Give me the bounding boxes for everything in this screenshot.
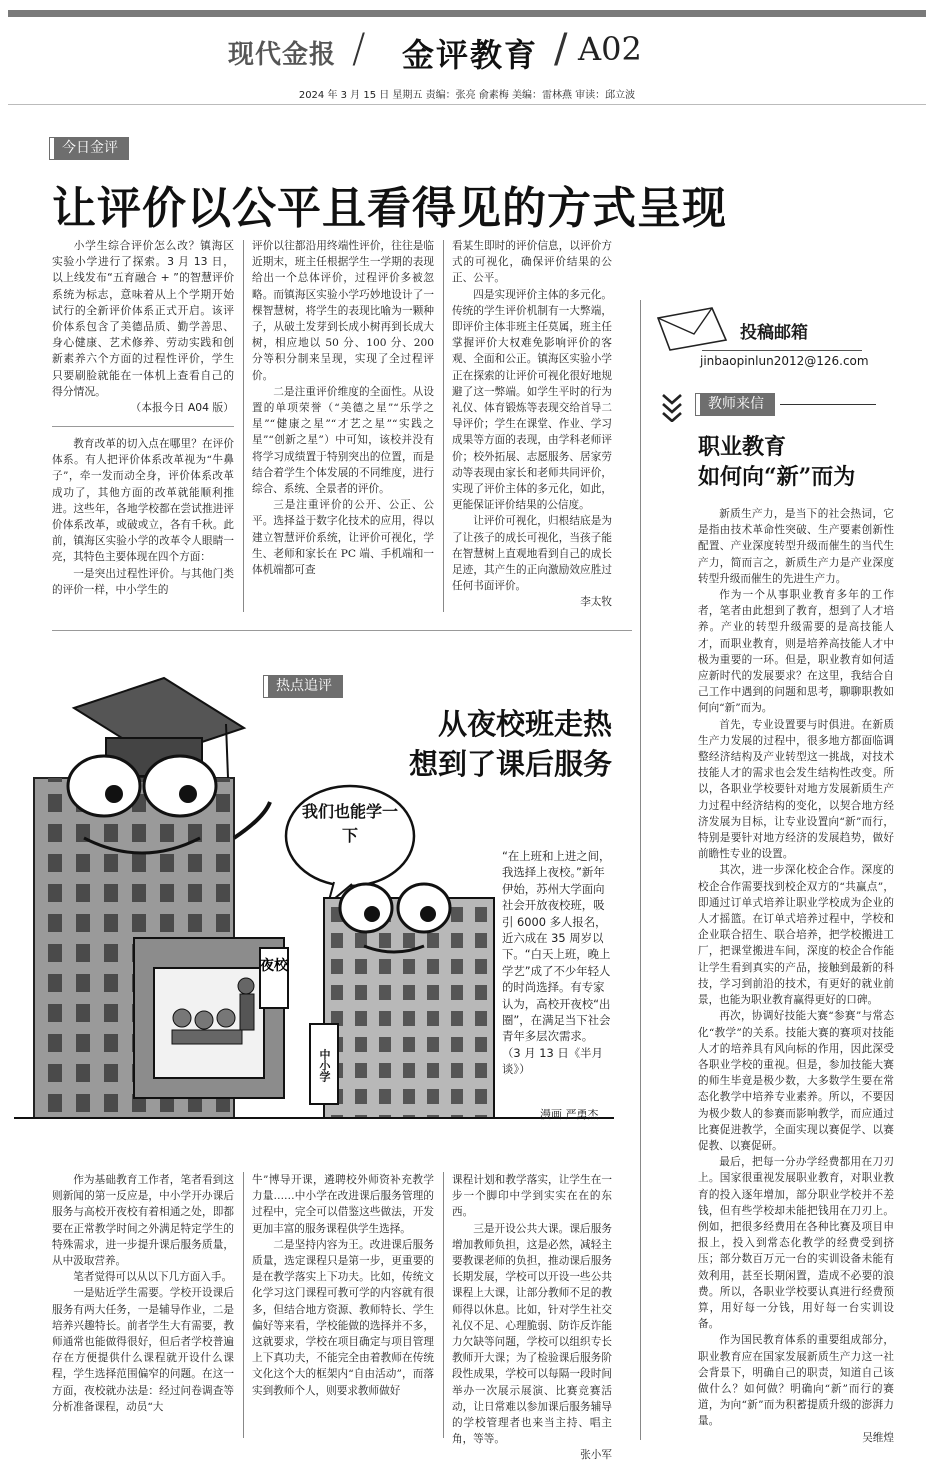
article2-body: [698, 506, 894, 1446]
column-rule: [243, 240, 244, 612]
paragraph: 课程计划和教学落实，让学生在一步一个脚印中学到实实在在的东西。: [452, 1174, 612, 1219]
paragraph: 二是注重评价维度的全面性。从设置的单项荣誉（“美德之星”“乐学之星”“健康之星”“才艺之星”“实践之星”“创新之星”）中可知，该校并没有将学习成绩置于特别突出的位置，而是结合着学生个体发展的不同维度，进行综合、系统、全景者的评价。: [252, 385, 434, 496]
paragraph: 作为国民教育体系的重要组成部分，职业教育应在国家发展新质生产力这一社会背景下，明确自己的职责，知道自己该做什么？如何做？明确向“新”而行的赛道，为向“新”而为积蓄提质升级的澎湃力量。: [698, 1334, 894, 1428]
paragraph: 一是突出过程性评价。与其他门类的评价一样，中小学生的: [52, 567, 234, 596]
divider: [52, 426, 234, 427]
slash-divider: /: [352, 26, 366, 72]
paragraph: 教育改革的切入点在哪里？在评价体系。有人把评价体系改革视为“牛鼻子”，牵一发而动全身，评价体系改革成功了，其他方面的改革就能顺利推进。这些年，各地学校都在尝试推进评价体系改革，或破或立，各有千秋。此前，镇海区实验小学的改革令人眼睛一亮，其特色主要体现在四个方面：: [52, 438, 234, 564]
cartoon-credit: 漫画 严勇杰: [540, 1108, 599, 1121]
column-tag-teacher: 教师来信: [696, 394, 774, 415]
author: 吴维煌: [862, 1431, 894, 1444]
paragraph: 评价以往都沿用终端性评价，往往是临近期末，班主任根据学生一学期的表现给出一个总体评价，过程评价多被忽略。而镇海区实验小学巧妙地设计了一棵智慧树，将学生的表现比喻为一颗种子，从破土发芽到长成小树再到长成大树，相应地以 50 分、100 分、200 分等积分制来呈现，实现了全过程评价。: [252, 240, 434, 382]
article3-col2: [252, 1172, 434, 1399]
headline-line: 想到了课后服务: [408, 747, 612, 781]
headline-line: 职业教育: [698, 434, 787, 460]
column-tag-hot: 热点追评: [264, 676, 342, 697]
column-rule: [443, 1172, 444, 1438]
paragraph: 二是坚持内容为王。改进课后服务质量，选定课程只是第一步，更重要的是在教学落实上下功夫。比如，传统文化学习这门课程可教可学的内容就有很多，但结合地方资源、教师特长、学生偏好等来看，学校能做的选择并不多，这就要求，学校在项目确定与项目管理上下真功夫，不能完全由着教师在传统文化这个大的框架内“自由活动”，而落实到教师个人，则要求教师做好: [252, 1238, 434, 1397]
cartoon-speech: 我们也能学一下: [301, 802, 398, 845]
author: 张小军: [580, 1449, 612, 1462]
mailbox: [654, 306, 869, 372]
article3-col1: [52, 1172, 234, 1415]
summary-text: 小学生综合评价怎么改？镇海区实验小学进行了探索。3 月 13 日，以上线发布“五育融合 + ”的智慧评价系统为标志，意味着从上个学期开始试行的全新评价体系正式开启。该评价体系包含了美德品质、勤学善思、身心健康、艺术修养、劳动实践和创新素养六个方面的过程性评价，学生只要刷脸就能在一体机上查看自己的得分情况。: [52, 239, 234, 398]
headline-line: 如何向“新”而为: [698, 464, 856, 490]
paragraph: 再次，协调好技能大赛“参赛”与常态化“教学”的关系。技能大赛的赛项对技能人才的培养具有风向标的作用，因此深受各职业学校的重视。但是，参加技能大赛的师生毕竟是极少数，大多数学生要在常态化教学中培养专业素养。所以，不要因为极少数人的参赛而影响教学，而应通过比赛促进教学，全面实现以赛促学、以赛促教、以赛促研。: [698, 1010, 894, 1152]
paragraph: 让评价可视化，归根结底是为了让孩子的成长可视化，当孩子能在智慧树上直观地看到自己的成长足迹，其产生的正向激励效应胜过任何书面评价。: [452, 515, 612, 593]
paragraph: 一是贴近学生需要。学校开设课后服务有两大任务，一是辅导作业，二是培养兴趣特长。前者学生大有需要，教师通常也能做得很好，但后者学校普遍存在方便提供什么课程就开设什么课程，学生选择范围偏窄的问题。在这一方面，夜校就办法是：经过问卷调查等分析准备课程，动员“大: [52, 1287, 234, 1413]
masthead: [0, 26, 934, 74]
article1-col3: [452, 238, 612, 611]
article1-headline: 让评价以公平且看得见的方式呈现: [52, 183, 727, 234]
paragraph: 首先，专业设置要与时俱进。在新质生产力发展的过程中，很多地方都面临调整经济结构及产业转型这一挑战，对技术技能人才的需求也会发生结构性改变。所以，各职业学校要针对地方发展新质生产力过程中经济结构的变化，以契合地方经济发展为目标，让专业设置向“新”而行，特别是要针对地方经济的发展趋势，做好前瞻性专业的设置。: [698, 718, 894, 861]
column-tag-today: 今日金评: [50, 138, 128, 159]
quote-text: “在上班和上进之间，我选择上夜校。”新年伊始，苏州大学面向社会开放夜校班，吸引 6000 多人报名，近六成在 35 周岁以下。“白天上班，晚上学艺”成了不少年轻人的时尚选择。有专家认为，高校开夜校“出圈”，在满足当下社会青年多层次需求。: [502, 849, 611, 1044]
divider: [780, 404, 876, 405]
divider: [52, 630, 632, 631]
paragraph: 新质生产力，是当下的社会热词，它是指由技术革命性突破、生产要素创新性配置、产业深度转型升级而催生的当代生产力，简而言之，新质生产力是产业深度转型升级而催生的先进生产力。: [698, 508, 894, 585]
paragraph: 作为基础教育工作者，笔者看到这则新闻的第一反应是，中小学开办课后服务与高校开夜校有着相通之处，即都要在正常教学时间之外满足特定学生的特殊需求，进一步提升课后服务质量，从中汲取营养。: [52, 1174, 234, 1268]
paragraph: 牛”博导开课，遴聘校外师资补充教学力量……中小学在改进课后服务管理的过程中，完全可以借鉴这些做法，开发更加丰富的服务课程供学生选择。: [252, 1174, 434, 1235]
article3-quote: [502, 848, 612, 1078]
mailbox-title: 投稿邮箱: [740, 323, 808, 343]
paragraph: 其次，进一步深化校企合作。深度的校企合作需要找到校企双方的“共赢点”，即通过订单式培养让职业学校成为企业的人才摇篮。在订单式培养过程中，学校和企业联合招生、联合培养，把学校搬进工厂，把课堂搬进车间，深度的校企合作能让学生看到真实的产品，接触到最新的科技，学习到前沿的技术，有更好的就业前景，也能为职业教育赢得更好的口碑。: [698, 864, 894, 1007]
paragraph: 四是实现评价主体的多元化。传统的学生评价机制有一大弊端，即评价主体非班主任莫属，班主任掌握评价大权难免影响评价的客观、全面和公正。镇海区实验小学正在探索的让评价可视化很好地规避了这一弊端。如学生平时的行为礼仪、体育锻炼等表现交给首导二导评价；学生在课堂、作业、学习成果等方面的表现，由学科老师评价；校外拓展、志愿服务、居家劳动等表现由家长和老师共同评价，实现了评价主体的多元化，如此，更能保证评价结果的公信度。: [452, 288, 612, 512]
paragraph: 三是注重评价的公开、公正、公平。选择益于数字化技术的应用，得以建立智慧评价系统，让评价可视化，学生、老师和家长在 PC 端、手机端和一体机端都可查: [252, 499, 434, 577]
paragraph: 看某生即时的评价信息，以评价方式的可视化，确保评价结果的公正、公平。: [452, 240, 612, 285]
dateline: 2024 年 3 月 15 日 星期五 责编：张亮 俞素梅 美编：雷林燕 审读：邱立波: [298, 90, 636, 101]
paragraph: 最后，把每一分办学经费都用在刀刃上。国家很重视发展职业教育，对职业教育的投入逐年增加，部分职业学校并不差钱，但有些学校却未能把钱用在刀刃上。例如，把很多经费用在各种比赛及项目申报上，投入到常态化教学的经费受到挤压；部分数百万元一台的实训设备未能有效利用，甚至长期闲置，造成不必要的浪费。所以，各职业学校要认真进行经费预算，用好每一分钱，用好每一台实训设备。: [698, 1156, 894, 1331]
article3-headline: [380, 704, 612, 784]
summary-source: （本报今日 A04 版）: [130, 401, 234, 415]
page-number: A02: [578, 30, 642, 68]
article2-headline: [698, 432, 855, 492]
article3-col3: [452, 1172, 612, 1464]
divider: [8, 104, 926, 105]
newspaper-brand: 现代金报: [228, 40, 337, 70]
paragraph: 笔者觉得可以从以下几方面入手。: [73, 1271, 233, 1284]
article1-col1: [52, 436, 234, 598]
headline-line: 从夜校班走热: [437, 707, 612, 741]
column-rule: [443, 240, 444, 612]
article1-summary: [52, 238, 234, 416]
paragraph: 作为一个从事职业教育多年的工作者，笔者由此想到了教育，想到了人才培养。产业的转型升级需要的是高技能人才，而职业教育，则是培养高技能人才中极为重要的一环。但是，职业教育如何适应新时代的发展要求？在这里，我结合自己工作中遇到的问题和思考，聊聊职教如何向“新”而为。: [698, 589, 894, 715]
author: 李太牧: [580, 596, 612, 609]
school-sign: 中小学: [318, 1048, 331, 1082]
quote-source: （3 月 13 日《半月谈》）: [502, 1045, 603, 1077]
article1-col2: [252, 238, 434, 578]
slash-divider: /: [554, 26, 568, 72]
mailbox-email[interactable]: jinbaopinlun2012@126.com: [700, 354, 869, 368]
paragraph: 三是开设公共大课。课后服务增加教师负担，这是必然，减轻主要教课老师的负担，推动课后服务长期发展，学校可以开设一些公共课程上大课，让部分教师不足的教师得以休息。比如，针对学生社交礼仪不足、心理脆弱、防诈反诈能力欠缺等问题，学校可以组织专长教师开大课；为了检验课后服务阶段性成果，学校可以每隔一段时间举办一次展示展演、比赛竞赛活动，让日常难以参加课后服务辅导的学校管理者也来当主持、唱主角，等等。: [452, 1222, 612, 1446]
chevron-down-icon: [660, 392, 684, 422]
section-title: 金评教育: [402, 36, 539, 74]
column-rule: [243, 1172, 244, 1438]
divider: [702, 350, 862, 351]
night-school-sign: 夜校: [260, 958, 288, 974]
envelope-icon: [654, 306, 730, 352]
top-rule: [8, 10, 926, 17]
column-rule: [640, 300, 641, 1440]
